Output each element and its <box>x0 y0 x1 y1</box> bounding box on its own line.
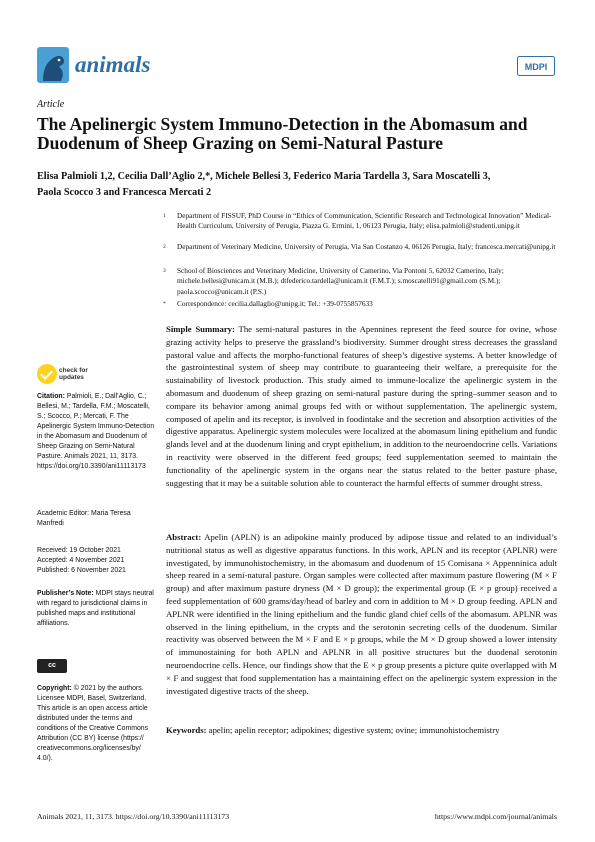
checkmark-icon <box>37 364 57 384</box>
academic-editor: Academic Editor: Maria Teresa Manfredi <box>37 510 131 527</box>
dates-block: Received: 19 October 2021 Accepted: 4 November 2021 Published: 6 November 2021 <box>37 547 126 574</box>
simple-summary: Simple Summary: The semi-natural pastures in the Apennines represent the feed source for ovine, whose grazing activity helps to preserve the grassland’s biodiversity. Summer drought stress decreases the grassland pastoral value and affects the morpho-functional features of sheep’s digestive systems. A better knowledge of the gastrointestinal system of sheep may contribute to guaranteeing their welfare, a prerequisite for the sustainability of livestock production. This study aimed to immune-localize the apelinergic system in the abomasum and duodenum of sheep grazing on semi-natural pasture during the spring–summer season and to compare its behavior among animal groups fed with or without supplementation. The apelinergic system, composed of apelin and its receptor, is involved in foodintake and the secretion and absorption activities of the digestive apparatus. Apelinergic system molecules were localized at the abomasum lining epithelium and fundic glands level and at the duodenum lining and crypt epithelium, in addition to the neuroendocrine cells. Variations in reactivity were observed in the different feed groups; feed supplementation seemed to maintain the functionality of the apelinergic system in the organs near the status related to the better pasture phase, suggesting that it may be a suitable solution able to counteract the harmful effects of summer drought stress. <box>166 324 558 488</box>
publisher-note: Publisher’s Note: MDPI stays neutral with regard to jurisdictional claims in published maps and institutional affiliations. <box>37 590 154 627</box>
affiliation-3: 3 School of Biosciences and Veterinary Medicine, University of Camerino, Via Pontoni 5, 62032 Camerino, Italy; michele.bellesi@unicam.it (M.B.); dtfederico.tardella@unicam.it (F.M.T.); s.moscatelli91@gmail.com (S.M.); paola.scocco@unicam.it (P.S.) <box>163 266 504 296</box>
affiliation-1: 1 Department of FISSUF, PhD Course in “Ethics of Communication, Scientific Research and Technological Innovation” Medical-Health Curriculum, University of Perugia, Piazza G. Ermini, 1, 06123 Perugia, Italy; elisa.palmioli@studenti.unipg.it <box>163 211 552 231</box>
author-line-2: Paola Scocco 3 and Francesca Mercati 2 <box>37 187 212 198</box>
svg-text:MDPI: MDPI <box>524 62 548 72</box>
keywords: Keywords: apelin; apelin receptor; adipokines; digestive system; ovine; immunohistochemistry <box>166 725 500 735</box>
check-for-updates-button[interactable]: check for updates <box>37 364 88 384</box>
article-title: The Apelinergic System Immuno-Detection in the Abomasum and Duodenum of Sheep Grazing on Semi-Natural Pasture <box>37 114 528 153</box>
affiliation-2: 2 Department of Veterinary Medicine, University of Perugia, Via San Costanzo 4, 06126 Perugia, Italy; francesca.mercati@unipg.it <box>163 242 556 251</box>
mdpi-logo-icon <box>517 56 555 76</box>
footer-citation: Animals 2021, 11, 3173. https://doi.org/10.3390/ani11113173 <box>37 812 230 821</box>
cc-license-icon[interactable]: cc <box>37 659 67 673</box>
journal-name: animals <box>75 52 151 77</box>
author-line-1: Elisa Palmioli 1,2, Cecilia Dall’Aglio 2,*, Michele Bellesi 3, Federico Maria Tardella 3, Sara Moscatelli 3, <box>37 171 491 182</box>
copyright-block: Copyright: © 2021 by the authors. Licensee MDPI, Basel, Switzerland. This article is an open access article distributed under the terms and conditions of the Creative Commons Attribution (CC BY) license (https:// creativecommons.org/licenses/by/ 4.0/). <box>37 685 149 762</box>
footer-journal-link[interactable]: https://www.mdpi.com/journal/animals <box>434 812 557 821</box>
correspondence: * Correspondence: cecilia.dallaglio@unipg.it; Tel.: +39-0755857633 <box>163 299 373 308</box>
journal-logo-icon <box>37 47 69 83</box>
article-type: Article <box>37 99 65 110</box>
abstract: Abstract: Apelin (APLN) is an adipokine mainly produced by adipose tissue and related to an individual’s nutritional status as well as digestive apparatus functions. In this work, APLN and its receptor (APLNR) were investigated, by immunohistochemistry, in the abomasum and duodenum of 15 Comisana × Appenninica adult sheep reared in a semi-natural pasture. Organ samples were collected after maximum pasture flowering (M × F group) and after maximum pasture dryness (M × D group); the experimental group (E × p group) received a feed supplementation of 600 grams/day/head of barley and corn in addition to M × D group feeding. APLN and APLNR were identified in the lining epithelium and the fundic gland chief cells of the abomasum. APLNR was observed in the lining epithelium, in the crypts and the serotonin secreting cells of the duodenum. Similar reactivity was observed between the M × F and E × p groups, while the M × D group showed a lower intensity of immunostaining for both APLN and APLNR in all positive structures but the duodenal serotonin neuroendocrine cells. Hence, our findings show that the E × p group presents a picture quite overlapped with M × F and suggest that food supplementation has a maintaining effect on the apelinergic system expression in the investigated digestive tracts of the sheep. <box>166 532 557 696</box>
author-list <box>37 169 557 201</box>
citation-block: Citation: Palmioli, E.; Dall’Aglio, C.; Bellesi, M.; Tardella, F.M.; Moscatelli, S.; Scocco, P.; Mercati, F. The Apelinergic System Immuno-Detection in the Abomasum and Duodenum of Sheep Grazing on Semi-Natural Pasture. Animals 2021, 11, 3173. https://doi.org/10.3390/ani11113173 <box>37 393 155 470</box>
